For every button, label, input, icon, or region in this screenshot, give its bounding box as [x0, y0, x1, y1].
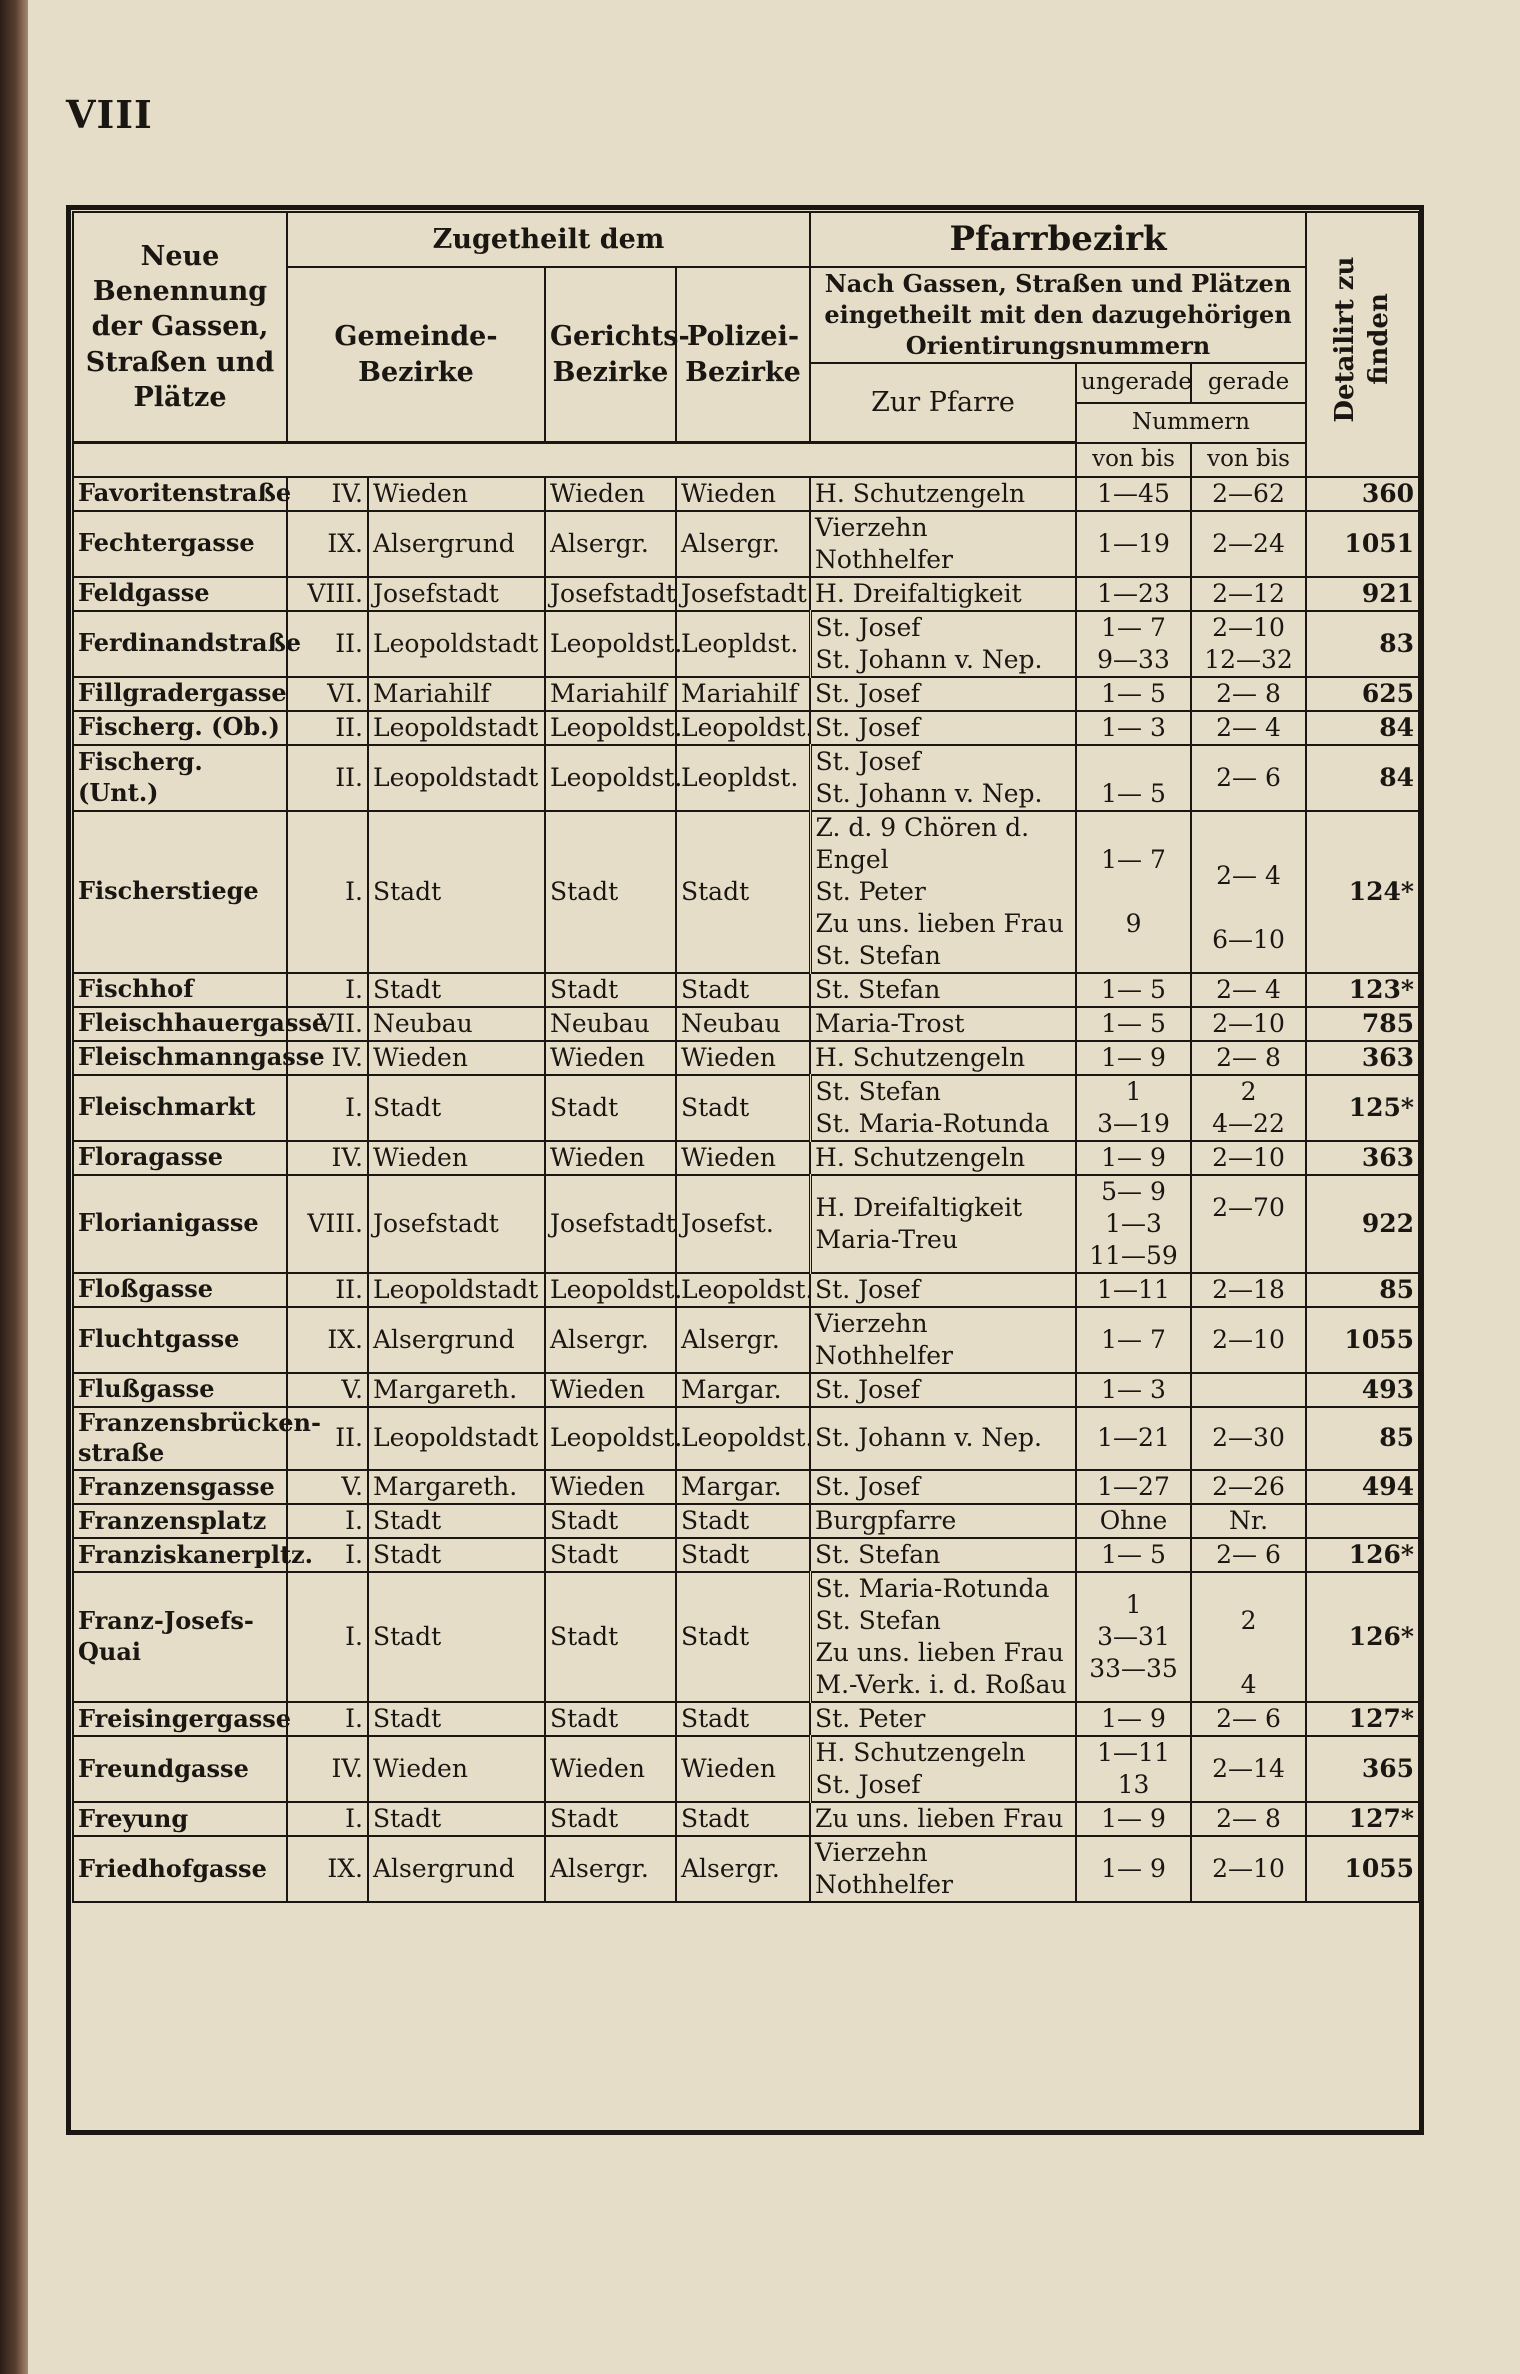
table-row: [73, 1175, 1419, 1273]
even-numbers: 2—10: [1191, 1836, 1306, 1902]
gemeinde-name: Stadt: [368, 1504, 545, 1538]
odd-numbers: 5— 9 1—3 11—59: [1076, 1175, 1191, 1273]
gemeinde-name: Margareth.: [368, 1470, 545, 1504]
polizei-bezirk: Stadt: [676, 1538, 810, 1572]
polizei-bezirk: Leopoldst.: [676, 1273, 810, 1307]
parish: Burgpfarre: [810, 1504, 1076, 1538]
page-reference: 365: [1306, 1736, 1419, 1802]
table-row: [73, 1407, 1419, 1470]
page-reference: 363: [1306, 1141, 1419, 1175]
polizei-bezirk: Stadt: [676, 1572, 810, 1702]
parish: H. Schutzengeln: [810, 477, 1076, 511]
page-reference: 921: [1306, 577, 1419, 611]
even-numbers: 2— 8: [1191, 1041, 1306, 1075]
gemeinde-name: Stadt: [368, 811, 545, 973]
gericht-bezirk: Wieden: [545, 477, 676, 511]
street-name: Franzensgasse: [73, 1470, 287, 1504]
even-numbers: 2 4—22: [1191, 1075, 1306, 1141]
polizei-bezirk: Leopldst.: [676, 745, 810, 811]
table-row: [73, 1836, 1419, 1902]
header-spacer: [73, 443, 1076, 477]
parish: St. Josef: [810, 1373, 1076, 1407]
table-row: [73, 1504, 1419, 1538]
even-numbers: 2— 6: [1191, 1538, 1306, 1572]
gemeinde-number: I.: [287, 1075, 368, 1141]
gemeinde-name: Leopoldstadt: [368, 611, 545, 677]
even-numbers: 2—24: [1191, 511, 1306, 577]
parish: H. Schutzengeln St. Josef: [810, 1736, 1076, 1802]
street-name: Freundgasse: [73, 1736, 287, 1802]
gericht-bezirk: Alsergr.: [545, 1836, 676, 1902]
polizei-bezirk: Mariahilf: [676, 677, 810, 711]
polizei-bezirk: Leopldst.: [676, 611, 810, 677]
gericht-bezirk: Stadt: [545, 1572, 676, 1702]
parish: Vierzehn Nothhelfer: [810, 1307, 1076, 1373]
odd-numbers: 1— 9: [1076, 1141, 1191, 1175]
polizei-bezirk: Alsergr.: [676, 511, 810, 577]
parish: Vierzehn Nothhelfer: [810, 1836, 1076, 1902]
table-row: [73, 577, 1419, 611]
gericht-bezirk: Stadt: [545, 1802, 676, 1836]
gericht-bezirk: Stadt: [545, 811, 676, 973]
street-name: Franzensbrücken- straße: [73, 1407, 287, 1470]
page-reference: [1306, 1504, 1419, 1538]
odd-numbers: 1 3—19: [1076, 1075, 1191, 1141]
gemeinde-name: Wieden: [368, 477, 545, 511]
gericht-bezirk: Leopoldst.: [545, 711, 676, 745]
polizei-bezirk: Wieden: [676, 477, 810, 511]
even-numbers: 2—12: [1191, 577, 1306, 611]
header-gericht: Gerichts-Bezirke: [545, 267, 676, 443]
gemeinde-number: II.: [287, 1407, 368, 1470]
gericht-bezirk: Stadt: [545, 1538, 676, 1572]
street-name: Floragasse: [73, 1141, 287, 1175]
gemeinde-name: Alsergrund: [368, 1307, 545, 1373]
gericht-bezirk: Alsergr.: [545, 1307, 676, 1373]
gericht-bezirk: Leopoldst.: [545, 745, 676, 811]
gemeinde-name: Leopoldstadt: [368, 1407, 545, 1470]
table-row: [73, 1041, 1419, 1075]
table-row: [73, 677, 1419, 711]
gericht-bezirk: Stadt: [545, 1702, 676, 1736]
polizei-bezirk: Stadt: [676, 973, 810, 1007]
street-name: Fleischmanngasse: [73, 1041, 287, 1075]
street-name: Fischerstiege: [73, 811, 287, 973]
odd-numbers: 1— 7: [1076, 1307, 1191, 1373]
gemeinde-number: IX.: [287, 1836, 368, 1902]
header-detailed: [1306, 212, 1419, 477]
gemeinde-number: II.: [287, 1273, 368, 1307]
polizei-bezirk: Stadt: [676, 1504, 810, 1538]
gericht-bezirk: Stadt: [545, 1075, 676, 1141]
polizei-bezirk: Josefst.: [676, 1175, 810, 1273]
table-row: [73, 1373, 1419, 1407]
odd-numbers: 1— 5: [1076, 1007, 1191, 1041]
even-numbers: 2—26: [1191, 1470, 1306, 1504]
polizei-bezirk: Leopoldst.: [676, 711, 810, 745]
page-reference: 127*: [1306, 1702, 1419, 1736]
gemeinde-name: Stadt: [368, 1702, 545, 1736]
even-numbers: 2 4: [1191, 1572, 1306, 1702]
street-name: Fischerg. (Unt.): [73, 745, 287, 811]
table-row: [73, 1141, 1419, 1175]
header-polizei: Polizei-Bezirke: [676, 267, 810, 443]
street-name: Fleischhauergasse: [73, 1007, 287, 1041]
odd-numbers: 1— 5: [1076, 973, 1191, 1007]
page-reference: 83: [1306, 611, 1419, 677]
even-numbers: 2—62: [1191, 477, 1306, 511]
polizei-bezirk: Leopoldst.: [676, 1407, 810, 1470]
even-numbers: 2—18: [1191, 1273, 1306, 1307]
parish: St. Johann v. Nep.: [810, 1407, 1076, 1470]
street-name: Fischhof: [73, 973, 287, 1007]
table-row: [73, 477, 1419, 511]
even-numbers: Nr.: [1191, 1504, 1306, 1538]
street-name: Franz-Josefs- Quai: [73, 1572, 287, 1702]
gemeinde-number: I.: [287, 973, 368, 1007]
gemeinde-name: Alsergrund: [368, 511, 545, 577]
gericht-bezirk: Wieden: [545, 1141, 676, 1175]
table-row: [73, 1075, 1419, 1141]
even-numbers: 2— 8: [1191, 677, 1306, 711]
parish: H. Dreifaltigkeit Maria-Treu: [810, 1175, 1076, 1273]
gemeinde-name: Margareth.: [368, 1373, 545, 1407]
table-body: [73, 477, 1419, 1902]
table-row: [73, 711, 1419, 745]
gericht-bezirk: Mariahilf: [545, 677, 676, 711]
gemeinde-name: Josefstadt: [368, 577, 545, 611]
parish: Maria-Trost: [810, 1007, 1076, 1041]
header-detailed-text: Detailirt zu finden: [1329, 256, 1394, 423]
odd-numbers: 1—21: [1076, 1407, 1191, 1470]
table-row: [73, 1273, 1419, 1307]
parish: Vierzehn Nothhelfer: [810, 511, 1076, 577]
table-row: [73, 1572, 1419, 1702]
gemeinde-number: IV.: [287, 1041, 368, 1075]
header-nummern: Nummern: [1076, 403, 1306, 443]
street-name: Favoritenstraße: [73, 477, 287, 511]
parish: St. Josef: [810, 1273, 1076, 1307]
gericht-bezirk: Wieden: [545, 1736, 676, 1802]
table-row: [73, 1736, 1419, 1802]
parish: Zu uns. lieben Frau: [810, 1802, 1076, 1836]
gericht-bezirk: Josefstadt: [545, 1175, 676, 1273]
street-register-table: [72, 211, 1420, 1903]
page-reference: 85: [1306, 1273, 1419, 1307]
table-row: [73, 1307, 1419, 1373]
polizei-bezirk: Alsergr.: [676, 1307, 810, 1373]
gemeinde-number: VIII.: [287, 1175, 368, 1273]
table-row: [73, 1802, 1419, 1836]
header-von-bis-even: von bis: [1191, 443, 1306, 477]
header-ungerade: ungerade: [1076, 363, 1191, 403]
parish: St. Stefan: [810, 973, 1076, 1007]
gericht-bezirk: Wieden: [545, 1041, 676, 1075]
street-name: Fleischmarkt: [73, 1075, 287, 1141]
polizei-bezirk: Margar.: [676, 1373, 810, 1407]
gemeinde-name: Stadt: [368, 973, 545, 1007]
gemeinde-name: Leopoldstadt: [368, 1273, 545, 1307]
gemeinde-number: I.: [287, 1802, 368, 1836]
gemeinde-number: V.: [287, 1470, 368, 1504]
parish: St. Josef: [810, 711, 1076, 745]
street-name: Franziskanerpltz.: [73, 1538, 287, 1572]
page-reference: 85: [1306, 1407, 1419, 1470]
odd-numbers: 1— 9: [1076, 1041, 1191, 1075]
page-reference: 124*: [1306, 811, 1419, 973]
header-assigned: Zugetheilt dem: [287, 212, 810, 267]
gemeinde-number: IV.: [287, 477, 368, 511]
polizei-bezirk: Stadt: [676, 1802, 810, 1836]
gemeinde-number: VI.: [287, 677, 368, 711]
polizei-bezirk: Margar.: [676, 1470, 810, 1504]
page-reference: 84: [1306, 711, 1419, 745]
parish: St. Josef: [810, 677, 1076, 711]
table-row: [73, 745, 1419, 811]
polizei-bezirk: Stadt: [676, 1702, 810, 1736]
table-row: [73, 973, 1419, 1007]
header-zur-pfarre: Zur Pfarre: [810, 363, 1076, 443]
gemeinde-number: I.: [287, 1702, 368, 1736]
gemeinde-number: II.: [287, 745, 368, 811]
gericht-bezirk: Stadt: [545, 1504, 676, 1538]
even-numbers: 2—14: [1191, 1736, 1306, 1802]
gemeinde-name: Stadt: [368, 1802, 545, 1836]
gemeinde-name: Mariahilf: [368, 677, 545, 711]
gemeinde-number: VII.: [287, 1007, 368, 1041]
page-reference: 126*: [1306, 1572, 1419, 1702]
gemeinde-name: Leopoldstadt: [368, 745, 545, 811]
gemeinde-number: IV.: [287, 1736, 368, 1802]
page-reference: 123*: [1306, 973, 1419, 1007]
table-row: [73, 511, 1419, 577]
gericht-bezirk: Neubau: [545, 1007, 676, 1041]
gericht-bezirk: Josefstadt: [545, 577, 676, 611]
gericht-bezirk: Leopoldst.: [545, 1407, 676, 1470]
table-row: [73, 1007, 1419, 1041]
gemeinde-name: Stadt: [368, 1075, 545, 1141]
gericht-bezirk: Stadt: [545, 973, 676, 1007]
gemeinde-number: II.: [287, 711, 368, 745]
gericht-bezirk: Wieden: [545, 1373, 676, 1407]
odd-numbers: 1— 7 9—33: [1076, 611, 1191, 677]
page-reference: 360: [1306, 477, 1419, 511]
gemeinde-name: Leopoldstadt: [368, 711, 545, 745]
gemeinde-number: VIII.: [287, 577, 368, 611]
polizei-bezirk: Wieden: [676, 1736, 810, 1802]
polizei-bezirk: Wieden: [676, 1141, 810, 1175]
gemeinde-number: IX.: [287, 511, 368, 577]
odd-numbers: 1 3—31 33—35: [1076, 1572, 1191, 1702]
table-row: [73, 611, 1419, 677]
gericht-bezirk: Leopoldst.: [545, 611, 676, 677]
street-name: Flußgasse: [73, 1373, 287, 1407]
odd-numbers: 1— 3: [1076, 1373, 1191, 1407]
odd-numbers: 1— 3: [1076, 711, 1191, 745]
street-name: Florianigasse: [73, 1175, 287, 1273]
header-gerade: gerade: [1191, 363, 1306, 403]
odd-numbers: 1—11 13: [1076, 1736, 1191, 1802]
odd-numbers: 1—45: [1076, 477, 1191, 511]
gemeinde-name: Stadt: [368, 1538, 545, 1572]
gemeinde-name: Josefstadt: [368, 1175, 545, 1273]
gemeinde-name: Wieden: [368, 1141, 545, 1175]
polizei-bezirk: Stadt: [676, 811, 810, 973]
odd-numbers: 1— 9: [1076, 1802, 1191, 1836]
odd-numbers: 1— 5: [1076, 1538, 1191, 1572]
header-von-bis-odd: von bis: [1076, 443, 1191, 477]
table-row: [73, 1470, 1419, 1504]
gemeinde-name: Wieden: [368, 1736, 545, 1802]
gemeinde-number: IV.: [287, 1141, 368, 1175]
polizei-bezirk: Wieden: [676, 1041, 810, 1075]
gemeinde-number: IX.: [287, 1307, 368, 1373]
gemeinde-number: I.: [287, 1504, 368, 1538]
polizei-bezirk: Josefstadt: [676, 577, 810, 611]
page-reference: 126*: [1306, 1538, 1419, 1572]
page-reference: 84: [1306, 745, 1419, 811]
even-numbers: 2—10: [1191, 1307, 1306, 1373]
even-numbers: [1191, 1373, 1306, 1407]
page-reference: 785: [1306, 1007, 1419, 1041]
page-reference: 922: [1306, 1175, 1419, 1273]
even-numbers: 2—10: [1191, 1007, 1306, 1041]
page-reference: 1051: [1306, 511, 1419, 577]
parish: St. Maria-Rotunda St. Stefan Zu uns. lieben Frau M.-Verk. i. d. Roßau: [810, 1572, 1076, 1702]
table-row: [73, 811, 1419, 973]
even-numbers: 2—30: [1191, 1407, 1306, 1470]
page-reference: 625: [1306, 677, 1419, 711]
gemeinde-number: II.: [287, 611, 368, 677]
street-name: Ferdinandstraße: [73, 611, 287, 677]
parish: St. Josef St. Johann v. Nep.: [810, 745, 1076, 811]
parish: St. Josef St. Johann v. Nep.: [810, 611, 1076, 677]
page-reference: 127*: [1306, 1802, 1419, 1836]
parish: H. Dreifaltigkeit: [810, 577, 1076, 611]
header-name: Neue Benennung der Gassen, Straßen und Plätze: [73, 212, 287, 443]
odd-numbers: 1— 5: [1076, 745, 1191, 811]
book-spine: [0, 0, 28, 2374]
page-reference: 1055: [1306, 1307, 1419, 1373]
street-name: Freisingergasse: [73, 1702, 287, 1736]
gemeinde-number: V.: [287, 1373, 368, 1407]
gemeinde-number: I.: [287, 1572, 368, 1702]
even-numbers: 2—10: [1191, 1141, 1306, 1175]
street-name: Fillgradergasse: [73, 677, 287, 711]
header-pfarrbezirk: Pfarrbezirk: [810, 212, 1306, 267]
street-name: Fischerg. (Ob.): [73, 711, 287, 745]
parish: St. Stefan: [810, 1538, 1076, 1572]
parish: H. Schutzengeln: [810, 1141, 1076, 1175]
even-numbers: 2— 6: [1191, 745, 1306, 811]
odd-numbers: 1— 5: [1076, 677, 1191, 711]
polizei-bezirk: Neubau: [676, 1007, 810, 1041]
page-number: VIII: [66, 92, 153, 137]
gemeinde-name: Stadt: [368, 1572, 545, 1702]
street-name: Franzensplatz: [73, 1504, 287, 1538]
header-pfarr-sub: Nach Gassen, Straßen und Plätzen eingetheilt mit den dazugehörigen Orientirungsnummern: [810, 267, 1306, 363]
street-name: Feldgasse: [73, 577, 287, 611]
page-reference: 494: [1306, 1470, 1419, 1504]
gemeinde-name: Wieden: [368, 1041, 545, 1075]
parish: Z. d. 9 Chören d. Engel St. Peter Zu uns. lieben Frau St. Stefan: [810, 811, 1076, 973]
page-reference: 1055: [1306, 1836, 1419, 1902]
parish: H. Schutzengeln: [810, 1041, 1076, 1075]
gemeinde-name: Neubau: [368, 1007, 545, 1041]
street-name: Fechtergasse: [73, 511, 287, 577]
even-numbers: 2— 4: [1191, 973, 1306, 1007]
polizei-bezirk: Alsergr.: [676, 1836, 810, 1902]
polizei-bezirk: Stadt: [676, 1075, 810, 1141]
even-numbers: 2— 6: [1191, 1702, 1306, 1736]
gemeinde-number: I.: [287, 811, 368, 973]
odd-numbers: 1—19: [1076, 511, 1191, 577]
even-numbers: 2— 4: [1191, 711, 1306, 745]
odd-numbers: 1—23: [1076, 577, 1191, 611]
odd-numbers: Ohne: [1076, 1504, 1191, 1538]
page-reference: 125*: [1306, 1075, 1419, 1141]
street-name: Floßgasse: [73, 1273, 287, 1307]
gericht-bezirk: Wieden: [545, 1470, 676, 1504]
odd-numbers: 1— 7 9: [1076, 811, 1191, 973]
table-row: [73, 1702, 1419, 1736]
street-name: Fluchtgasse: [73, 1307, 287, 1373]
gericht-bezirk: Leopoldst.: [545, 1273, 676, 1307]
street-name: Freyung: [73, 1802, 287, 1836]
table-row: [73, 1538, 1419, 1572]
header-gemeinde: Gemeinde-Bezirke: [287, 267, 545, 443]
odd-numbers: 1— 9: [1076, 1836, 1191, 1902]
odd-numbers: 1—27: [1076, 1470, 1191, 1504]
page-reference: 493: [1306, 1373, 1419, 1407]
even-numbers: 2—70: [1191, 1175, 1306, 1273]
even-numbers: 2— 8: [1191, 1802, 1306, 1836]
gemeinde-name: Alsergrund: [368, 1836, 545, 1902]
gemeinde-number: I.: [287, 1538, 368, 1572]
gericht-bezirk: Alsergr.: [545, 511, 676, 577]
even-numbers: 2— 4 6—10: [1191, 811, 1306, 973]
parish: St. Peter: [810, 1702, 1076, 1736]
street-name: Friedhofgasse: [73, 1836, 287, 1902]
page-reference: 363: [1306, 1041, 1419, 1075]
odd-numbers: 1— 9: [1076, 1702, 1191, 1736]
parish: St. Josef: [810, 1470, 1076, 1504]
parish: St. Stefan St. Maria-Rotunda: [810, 1075, 1076, 1141]
odd-numbers: 1—11: [1076, 1273, 1191, 1307]
even-numbers: 2—10 12—32: [1191, 611, 1306, 677]
